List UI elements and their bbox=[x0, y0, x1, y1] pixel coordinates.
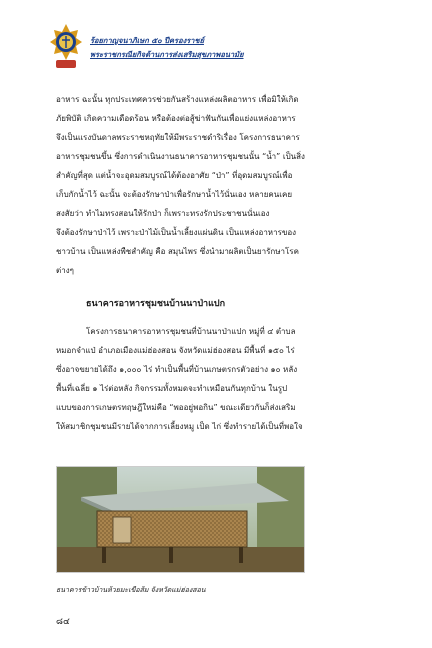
header-title: ร้อยกาญจนาภิเษก ๕๐ ปีครองราชย์ bbox=[90, 36, 204, 45]
text-line: ให้สมาชิกชุมชนมีรายได้จากการเลี้ยงหมู เป็ด ไก่ ซึ่งทำรายได้เป็นที่พอใจ bbox=[56, 422, 303, 431]
text-line: หมอกจำแป่ อำเภอเมืองแม่ฮ่องสอน จังหวัดแม่ฮ่องสอน มีพื้นที่ ๑๕๐ ไร่ bbox=[56, 346, 295, 355]
text-line: สงสัยว่า ทำไมทรงสอนให้รักป่า ก็เพราะทรงรักประชาชนนั่นเอง bbox=[56, 209, 270, 218]
page-number: ๘๔ bbox=[56, 617, 70, 627]
text-line: แบบของการเกษตรทฤษฎีใหม่คือ “พออยู่พอกิน” ขณะเดียวกันก็ส่งเสริม bbox=[56, 403, 296, 412]
text-line: จึงต้องรักษาป่าไว้ เพราะป่าไม้เป็นน้ำเลี้ยงแผ่นดิน เป็นแหล่งอาหารของ bbox=[56, 228, 297, 237]
text-line: อาหาร ฉะนั้น ทุกประเทศควรช่วยกันสร้างแหล่งผลิตอาหาร เพื่อมิให้เกิด bbox=[56, 95, 299, 104]
header-subtitle: พระราชกรณียกิจด้านการส่งเสริมสุขภาพอนามัย bbox=[90, 50, 244, 59]
rice-bank-photo bbox=[56, 466, 305, 573]
text-line: โครงการธนาคารอาหารชุมชนที่บ้านนาป่าแปก หมู่ที่ ๔ ตำบล bbox=[86, 327, 296, 336]
paragraph-food-bank bbox=[56, 322, 392, 436]
rice-bank-illustration bbox=[57, 467, 304, 572]
text-line: สำคัญที่สุด แต่น้ำจะอุดมสมบูรณ์ได้ต้องอาศัย “ป่า” ที่อุดมสมบูรณ์เพื่อ bbox=[56, 171, 293, 180]
photo-caption: ธนาคารข้าวบ้านห้วยมะเขือส้ม จังหวัดแม่ฮ่องสอน bbox=[56, 586, 206, 594]
text-line: ภัยพิบัติ เกิดความเดือดร้อน หรือต้องต่อสู้ฆ่าฟันกันเพื่อแย่งแหล่งอาหาร bbox=[56, 114, 296, 123]
text-line: ต่างๆ bbox=[56, 266, 74, 275]
text-line: จึงเป็นแรงบันดาลพระราชหฤทัยให้มีพระราชดำริเรื่อง โครงการธนาคาร bbox=[56, 133, 300, 142]
text-line: พื้นที่เฉลี่ย ๑ ไร่ต่อหลัง กิจกรรมทั้งหมดจะทำเหมือนกันทุกบ้าน ในรูป bbox=[56, 384, 288, 393]
paragraph-intro bbox=[56, 90, 392, 280]
text-line: ซึ่งอาจขยายได้ถึง ๑,๐๐๐ ไร่ ทำเป็นพื้นที่บ้านเกษตรกรตัวอย่าง ๑๐ หลัง bbox=[56, 365, 298, 374]
page-header bbox=[48, 22, 388, 74]
text-line: เก็บกักน้ำไว้ ฉะนั้น จะต้องรักษาป่าเพื่อรักษาน้ำไว้นั่นเอง หลายคนเคย bbox=[56, 190, 293, 199]
text-line: อาหารชุมชนขึ้น ซึ่งการดำเนินงานธนาคารอาหารชุมชนนั้น “น้ำ” เป็นสิ่ง bbox=[56, 152, 305, 161]
royal-emblem-icon bbox=[48, 22, 84, 70]
text-line: ชาวบ้าน เป็นแหล่งพืชสำคัญ คือ สมุนไพร ซึ่งนำมาผลิตเป็นยารักษาโรค bbox=[56, 247, 299, 256]
section-heading: ธนาคารอาหารชุมชนบ้านนาป่าแปก bbox=[86, 299, 226, 309]
